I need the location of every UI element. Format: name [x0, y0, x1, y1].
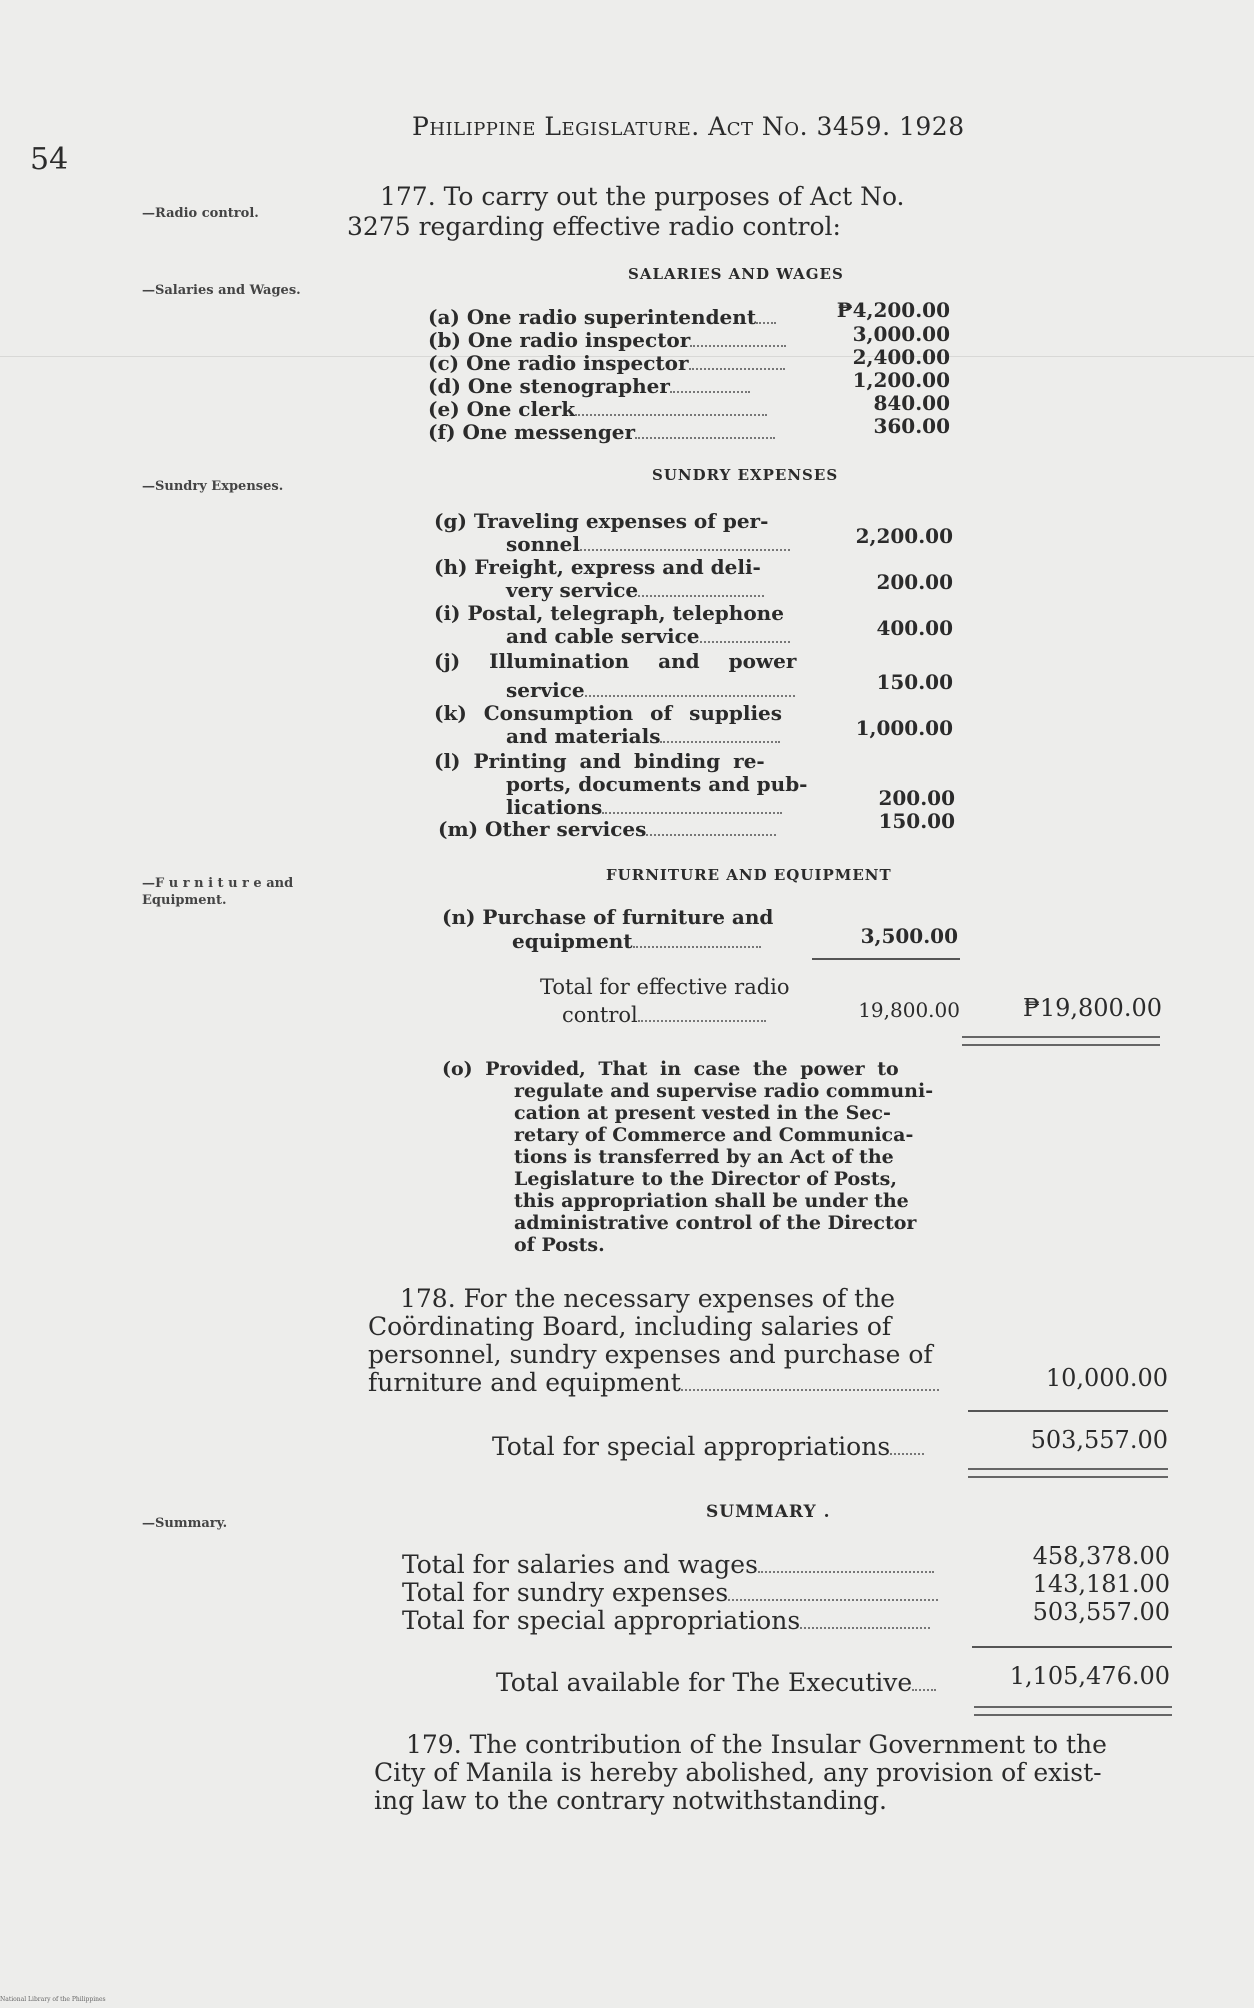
sundry-item-line — [506, 625, 790, 647]
sundry-item-amount: 200.00 — [878, 786, 955, 810]
running-head: Philippine Legislature. Act No. 3459. 1928 — [412, 112, 965, 141]
leader-dots — [912, 1689, 936, 1691]
proviso-line: Legislature to the Director of Posts, — [514, 1168, 897, 1190]
leader-dots — [635, 437, 775, 439]
salary-item — [428, 398, 767, 420]
furniture-item-amount: 3,500.00 — [860, 924, 958, 948]
subtotal-rule — [812, 958, 960, 960]
margin-note-sundry: —Sundry Expenses. — [142, 479, 284, 494]
summary-row-label: Total for special appropriations — [402, 1606, 801, 1635]
double-rule — [974, 1706, 1172, 1716]
sundry-item-line: (g) Traveling expenses of per- — [434, 509, 769, 533]
salary-item — [428, 306, 776, 328]
sundry-item-label: very service — [506, 578, 639, 602]
sundry-item-amount: 2,200.00 — [855, 524, 953, 548]
leader-dots — [638, 1020, 766, 1022]
summary-row-amount: 458,378.00 — [1032, 1542, 1170, 1570]
section-178-line: personnel, sundry expenses and purchase of — [368, 1340, 933, 1369]
sundry-item-label: and materials — [506, 724, 661, 748]
leader-dots — [575, 414, 767, 416]
leader-dots — [728, 1599, 938, 1601]
furniture-heading: FURNITURE AND EQUIPMENT — [606, 866, 892, 884]
furniture-item-line — [512, 930, 761, 952]
section-179-line: 179. The contribution of the Insular Government to the — [406, 1730, 1107, 1759]
proviso-line: this appropriation shall be under the — [514, 1190, 909, 1212]
salary-item-amount: 840.00 — [873, 391, 950, 415]
salary-item — [428, 375, 750, 397]
special-total-line — [492, 1432, 924, 1461]
page-number: 54 — [30, 142, 69, 177]
summary-row — [402, 1578, 938, 1607]
sundry-item-label: (m) Other services — [438, 817, 647, 841]
margin-note-radio: —Radio control. — [142, 206, 259, 221]
sundry-item-label: sonnel — [506, 532, 581, 556]
sundry-item-line: (i) Postal, telegraph, telephone — [434, 601, 784, 625]
total-radio-line2 — [562, 1004, 766, 1026]
salary-item-label: (b) One radio inspector — [428, 328, 691, 352]
proviso-line: (o) Provided, That in case the power to — [442, 1058, 899, 1080]
leader-dots — [585, 695, 795, 697]
proviso-line: of Posts. — [514, 1234, 605, 1256]
salary-item-amount: 1,200.00 — [852, 368, 950, 392]
double-rule — [968, 1468, 1168, 1478]
sundry-item-amount: 200.00 — [876, 570, 953, 594]
sundry-heading: SUNDRY EXPENSES — [652, 466, 839, 484]
leader-dots — [700, 641, 790, 643]
special-total-amount: 503,557.00 — [1030, 1426, 1168, 1454]
section-178-line: 178. For the necessary expenses of the — [400, 1284, 896, 1313]
total-radio-amount: 19,800.00 — [858, 998, 960, 1022]
section-177-line2: 3275 regarding effective radio control: — [347, 212, 841, 241]
sundry-item-label: and cable service — [506, 624, 700, 648]
margin-note-furniture-cont: Equipment. — [142, 893, 227, 908]
furniture-item-line: (n) Purchase of furniture and — [442, 905, 774, 929]
sundry-item-amount: 150.00 — [878, 809, 955, 833]
scan-footer-mark: National Library of the Philippines — [0, 1996, 106, 2003]
section-178-line — [368, 1368, 939, 1398]
salary-item-amount: 360.00 — [873, 414, 950, 438]
proviso-line: retary of Commerce and Communica- — [514, 1124, 914, 1146]
summary-row-amount: 143,181.00 — [1032, 1570, 1170, 1598]
sundry-item-amount: 150.00 — [876, 670, 953, 694]
sundry-item-line — [506, 679, 795, 701]
leader-dots — [638, 595, 764, 597]
salary-item — [428, 421, 775, 443]
sundry-item-line — [506, 533, 790, 555]
leader-dots — [660, 741, 780, 743]
proviso-line: regulate and supervise radio communi- — [514, 1080, 934, 1102]
leader-dots — [681, 1389, 939, 1391]
margin-note-summary: —Summary. — [142, 1516, 228, 1531]
salary-item — [428, 329, 786, 351]
sundry-item-line: (h) Freight, express and deli- — [434, 555, 761, 579]
summary-row-label: Total for salaries and wages — [402, 1550, 758, 1579]
summary-row — [402, 1550, 934, 1579]
salary-item-label: (c) One radio inspector — [428, 351, 689, 375]
double-rule — [962, 1036, 1160, 1046]
sundry-item-line: (l) Printing and binding re- — [434, 749, 765, 773]
section-178-line: Coördinating Board, including salaries of — [368, 1312, 892, 1341]
furniture-item-label: equipment — [512, 929, 633, 953]
leader-dots — [602, 812, 782, 814]
special-total-label: Total for special appropriations — [492, 1432, 891, 1461]
leader-dots — [646, 834, 776, 836]
sundry-item-line — [506, 796, 782, 818]
proviso-line: administrative control of the Director — [514, 1212, 917, 1234]
margin-note-furniture: —F u r n i t u r e and — [142, 876, 294, 891]
sundry-item-line: (j) Illumination and power — [434, 649, 797, 673]
sundry-item-label: lications — [506, 795, 603, 819]
salary-item-label: (a) One radio superintendent — [428, 305, 757, 329]
sundry-item-line — [506, 579, 764, 601]
salary-item-label: (d) One stenographer — [428, 374, 670, 398]
leader-dots — [689, 368, 785, 370]
grand-total-line — [496, 1668, 936, 1697]
summary-heading: SUMMARY . — [706, 1502, 831, 1522]
sundry-item-amount: 1,000.00 — [855, 716, 953, 740]
summary-row — [402, 1606, 930, 1635]
subtotal-rule — [972, 1646, 1172, 1648]
salary-item — [428, 352, 785, 374]
salary-item-label: (e) One clerk — [428, 397, 576, 421]
section-179-line: City of Manila is hereby abolished, any provision of exist- — [374, 1758, 1102, 1787]
summary-row-label: Total for sundry expenses — [402, 1578, 729, 1607]
salary-item-amount: 2,400.00 — [852, 345, 950, 369]
salary-item-label: (f) One messenger — [428, 420, 636, 444]
summary-row-amount: 503,557.00 — [1032, 1598, 1170, 1626]
proviso-line: cation at present vested in the Sec- — [514, 1102, 891, 1124]
total-radio-line1: Total for effective radio — [540, 975, 790, 999]
salaries-heading: SALARIES AND WAGES — [628, 265, 844, 283]
leader-dots — [580, 549, 790, 551]
total-radio-amount-column: ₱19,800.00 — [1022, 994, 1162, 1022]
proviso-line: tions is transferred by an Act of the — [514, 1146, 894, 1168]
section-177-line1: 177. To carry out the purposes of Act No. — [380, 182, 905, 211]
salary-item-amount: ₱4,200.00 — [836, 298, 950, 322]
sundry-item-amount: 400.00 — [876, 616, 953, 640]
sundry-item-label: service — [506, 678, 585, 702]
section-179-line: ing law to the contrary notwithstanding. — [374, 1786, 887, 1815]
leader-dots — [890, 1453, 924, 1455]
grand-total-amount: 1,105,476.00 — [1009, 1662, 1170, 1690]
sundry-item-line: ports, documents and pub- — [506, 772, 808, 796]
section-178-amount: 10,000.00 — [1045, 1364, 1168, 1392]
leader-dots — [758, 1571, 934, 1573]
salary-item-amount: 3,000.00 — [852, 322, 950, 346]
total-radio-label: control — [562, 1003, 638, 1027]
leader-dots — [670, 391, 750, 393]
subtotal-rule — [968, 1410, 1168, 1412]
leader-dots — [633, 946, 761, 948]
sundry-item-line: (k) Consumption of supplies — [434, 701, 783, 725]
grand-total-label: Total available for The Executive — [496, 1668, 913, 1697]
leader-dots — [800, 1627, 930, 1629]
margin-note-salaries: —Salaries and Wages. — [142, 283, 301, 298]
leader-dots — [756, 322, 776, 324]
section-178-label: furniture and equipment — [368, 1368, 681, 1397]
sundry-item-line — [438, 818, 776, 840]
leader-dots — [690, 345, 786, 347]
sundry-item-line — [506, 725, 780, 747]
